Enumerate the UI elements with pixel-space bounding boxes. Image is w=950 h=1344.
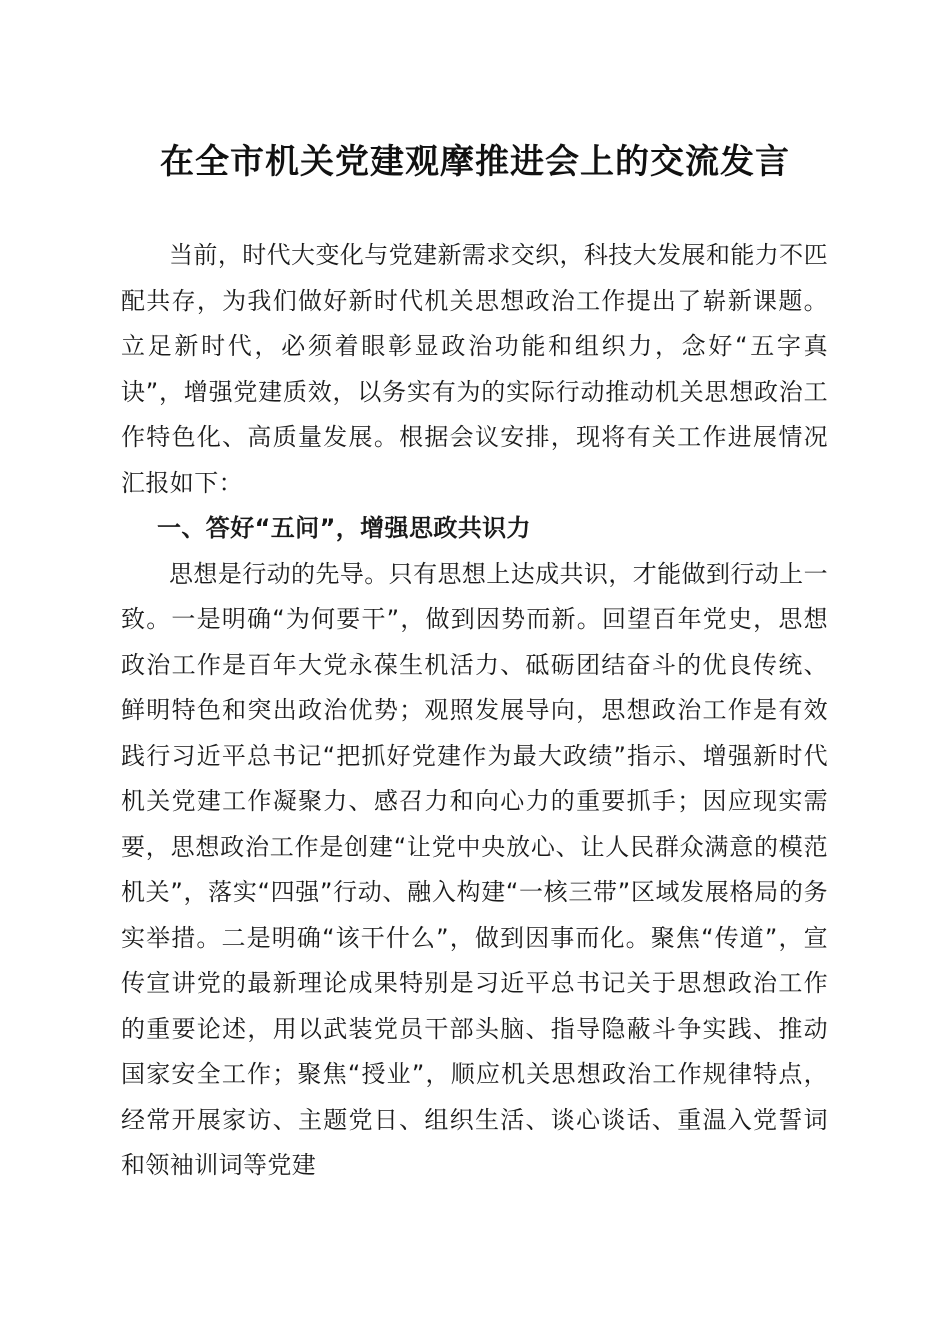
document-title: 在全市机关党建观摩推进会上的交流发言 bbox=[160, 142, 790, 182]
section-paragraph: 思想是行动的先导。只有思想上达成共识，才能做到行动上一致。一是明确“为何要干”，做到因势而新。回望百年党史，思想政治工作是百年大党永葆生机活力、砥砺团结奋斗的优良传统、鲜明特色和突出政治优势；观照发展导向，思想政治工作是有效践行习近平总书记“把抓好党建作为最大政绩”指示、增强新时代机关党建工作凝聚力、感召力和向心力的重要抓手；因应现实需要，思想政治工作是创建“让党中央放心、让人民群众满意的模范机关”，落实“四强”行动、融入构建“一核三带”区域发展格局的务实举措。二是明确“该干什么”，做到因事而化。聚焦“传道”，宣传宣讲党的最新理论成果特别是习近平总书记关于思想政治工作的重要论述，用以武装党员干部头脑、指导隐蔽斗争实践、推动国家安全工作；聚焦“授业”，顺应机关思想政治工作规律特点，经常开展家访、主题党日、组织生活、谈心谈话、重温入党誓词和领袖训词等党建 bbox=[121, 559, 828, 1179]
section-heading: 一、答好“五问”，增强思政共识力 bbox=[157, 514, 531, 542]
document-body bbox=[121, 233, 828, 1189]
intro-paragraph: 当前，时代大变化与党建新需求交织，科技大发展和能力不匹配共存，为我们做好新时代机关思想政治工作提出了崭新课题。立足新时代，必须着眼彰显政治功能和组织力，念好“五字真诀”，增强党建质效，以务实有为的实际行动推动机关思想政治工作特色化、高质量发展。根据会议安排，现将有关工作进展情况汇报如下： bbox=[121, 241, 828, 497]
